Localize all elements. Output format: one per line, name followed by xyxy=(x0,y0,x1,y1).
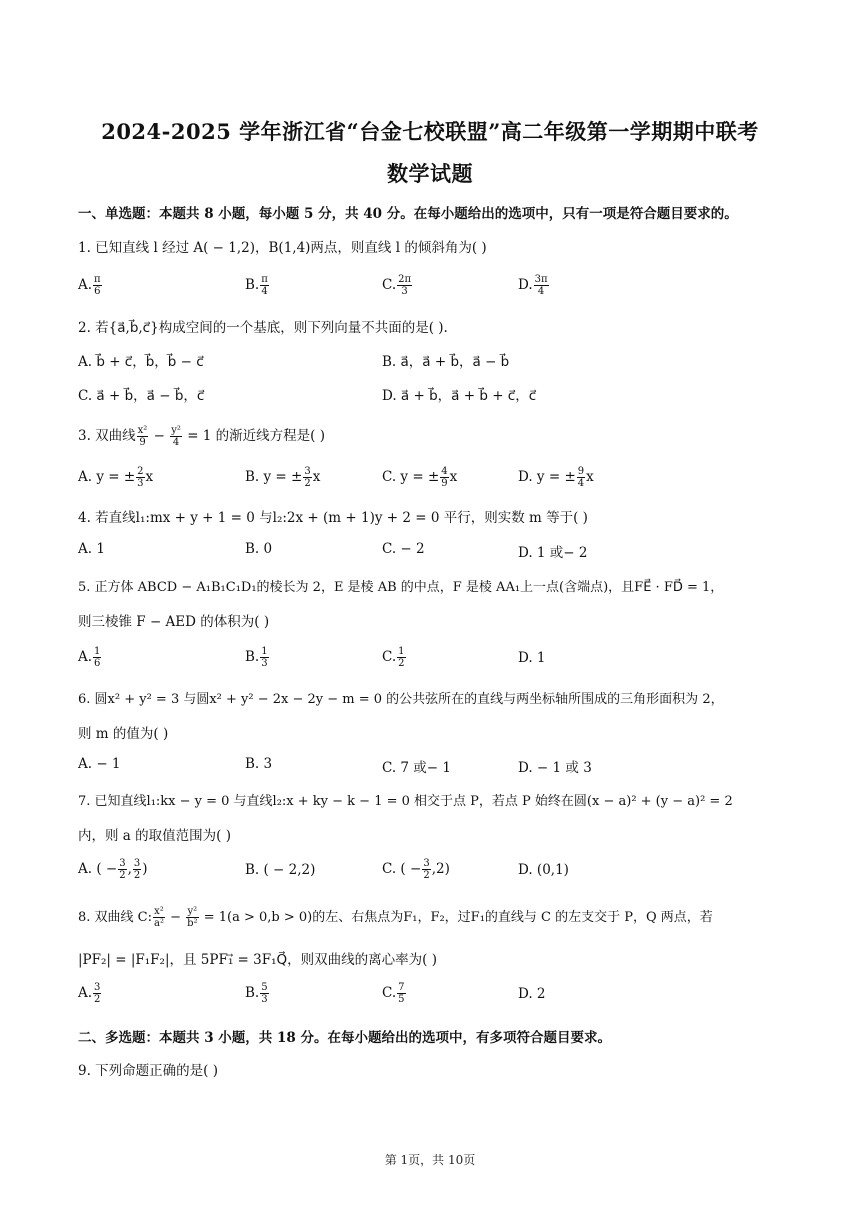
question-3-stem: 3. 双曲线 $\frac{\text{x²}}{9}$ − $\frac{\text{y²}}{4}$ = 1 的渐近线方程是( ) xyxy=(78,425,326,448)
question-1-option-c: C. $\frac{2\pi}{3}$ xyxy=(382,274,412,297)
question-2-option-b: B. a⃗，a⃗ + b⃗，a⃗ − b⃗ xyxy=(382,354,510,370)
question-4-option-c: C. − 2 xyxy=(382,541,425,557)
question-9-stem: 9. 下列命题正确的是( ) xyxy=(78,1063,218,1079)
question-1-option-a: A. $\frac{\pi}{6}$ xyxy=(78,274,101,297)
question-8-option-a: A. $\frac{3}{2}$ xyxy=(78,982,101,1005)
question-6-stem: 6. 圆x² + y² = 3 与圆x² + y² − 2x − 2y − m = 0 的公共弦所在的直线与两坐标轴所围成的三角形面积为 2， xyxy=(78,692,724,707)
question-4-option-d: D. 1 或− 2 xyxy=(518,545,588,561)
question-8-stem-continued: |PF₂| = |F₁F₂|，且 5PF₁⃗ = 3F₁Q⃗，则双曲线的离心率为( ) xyxy=(78,952,437,968)
question-4-option-a: A. 1 xyxy=(78,541,105,557)
question-5-option-c: C. $\frac{1}{2}$ xyxy=(382,646,405,669)
question-5-stem-continued: 则三棱锥 F − AED 的体积为( ) xyxy=(78,614,270,630)
question-3-option-a: A. y = ± $\frac{2}{3}$ x xyxy=(78,466,154,489)
question-6-option-c: C. 7 或− 1 xyxy=(382,760,452,776)
question-6-option-d: D. − 1 或 3 xyxy=(518,760,592,776)
question-7-option-d: D. (0,1) xyxy=(518,862,569,878)
exam-title: 2024-2025 学年浙江省“台金七校联盟”高二年级第一学期期中联考 xyxy=(101,119,759,144)
question-2-option-d: D. a⃗ + b⃗，a⃗ + b⃗ + c⃗，c⃗ xyxy=(382,388,537,404)
question-6-stem-continued: 则 m 的值为( ) xyxy=(78,726,169,742)
exam-subtitle: 数学试题 xyxy=(387,161,473,186)
section-heading-multiple-choice: 二、多选题：本题共 3 小题，共 18 分。在每小题给出的选项中，有多项符合题目要求。 xyxy=(78,1030,611,1046)
question-3-option-c: C. y = ± $\frac{4}{9}$ x xyxy=(382,466,458,489)
question-3-option-b: B. y = ± $\frac{3}{2}$ x xyxy=(245,466,321,489)
question-1-option-b: B. $\frac{\pi}{4}$ xyxy=(245,274,268,297)
question-6-option-b: B. 3 xyxy=(245,756,273,772)
question-3-option-d: D. y = ± $\frac{9}{4}$ x xyxy=(518,466,594,489)
question-8-option-d: D. 2 xyxy=(518,986,546,1002)
question-7-option-b: B. ( − 2,2) xyxy=(245,862,316,878)
question-5-option-a: A. $\frac{1}{6}$ xyxy=(78,646,101,669)
question-2-option-a: A. b⃗ + c⃗，b⃗，b⃗ − c⃗ xyxy=(78,354,204,370)
question-8-stem: 8. 双曲线 C: $\frac{\text{x²}}{\text{a²}}$ − $\frac{\text{y²}}{\text{b²}}$ = 1(a > 0,b > 0)的左、右焦点为F₁，F₂，过F₁的直线与 C 的左支交于 P，Q 两点，若 xyxy=(78,906,713,929)
question-5-option-b: B. $\frac{1}{3}$ xyxy=(245,646,268,669)
question-7-option-a: A. ( − $\frac{3}{2}$ , $\frac{3}{2}$ ) xyxy=(78,858,148,881)
question-8-option-b: B. $\frac{5}{3}$ xyxy=(245,982,268,1005)
page-footer: 第 1页，共 10页 xyxy=(384,1153,476,1167)
question-4-stem: 4. 若直线l₁:mx + y + 1 = 0 与l₂:2x + (m + 1)y + 2 = 0 平行，则实数 m 等于( ) xyxy=(78,510,588,526)
question-7-stem-continued: 内，则 a 的取值范围为( ) xyxy=(78,828,231,844)
question-1-stem: 1. 已知直线 l 经过 A( − 1,2)，B(1,4)两点，则直线 l 的倾斜角为( ) xyxy=(78,240,487,256)
section-heading-single-choice: 一、单选题：本题共 8 小题，每小题 5 分，共 40 分。在每小题给出的选项中，只有一项是符合题目要求的。 xyxy=(78,206,738,222)
question-5-stem: 5. 正方体 ABCD − A₁B₁C₁D₁的棱长为 2，E 是棱 AB 的中点，F 是棱 AA₁上一点(含端点)，且FE⃗ · FD⃗ = 1， xyxy=(78,580,724,595)
question-8-option-c: C. $\frac{7}{5}$ xyxy=(382,982,405,1005)
question-1-option-d: D. $\frac{3\pi}{4}$ xyxy=(518,274,548,297)
question-2-option-c: C. a⃗ + b⃗，a⃗ − b⃗，c⃗ xyxy=(78,388,205,404)
question-6-option-a: A. − 1 xyxy=(78,756,121,772)
question-2-stem: 2. 若{a⃗,b⃗,c⃗}构成空间的一个基底，则下列向量不共面的是( ). xyxy=(78,320,448,336)
question-7-option-c: C. ( − $\frac{3}{2}$ ,2) xyxy=(382,858,450,881)
question-7-stem: 7. 已知直线l₁:kx − y = 0 与直线l₂:x + ky − k − 1 = 0 相交于点 P，若点 P 始终在圆(x − a)² + (y − a)² = 2 xyxy=(78,794,733,809)
question-5-option-d: D. 1 xyxy=(518,650,546,666)
question-4-option-b: B. 0 xyxy=(245,541,273,557)
